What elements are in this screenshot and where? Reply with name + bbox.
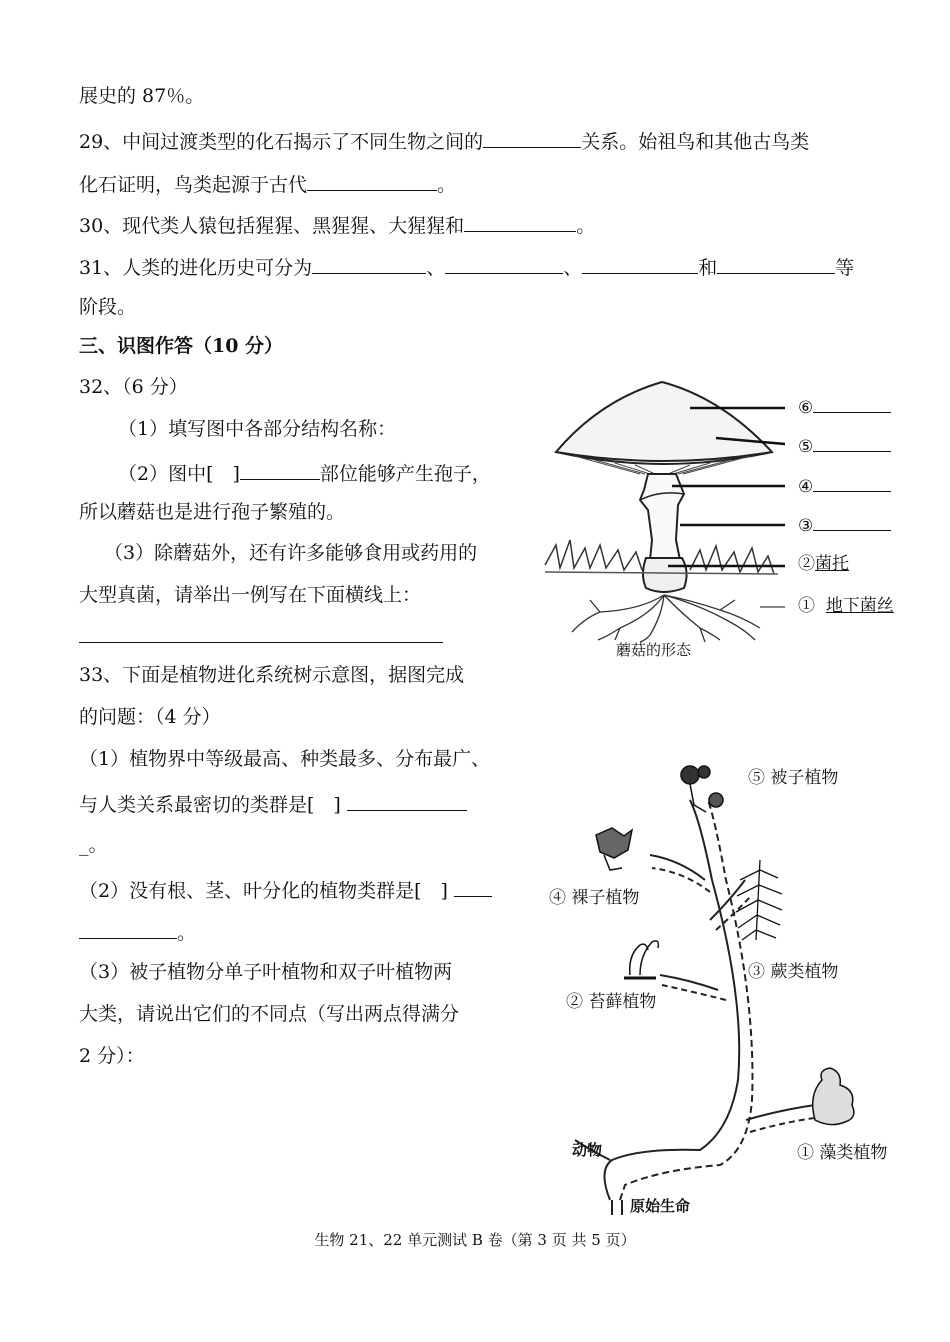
question-33-part1-end: _。 [79, 834, 108, 856]
tree-label-angiosperm: ⑤ 被子植物 [748, 768, 839, 788]
page-footer: 生物 21、22 单元测试 B 卷（第 3 页 共 5 页） [314, 1231, 636, 1249]
question-33-part1: （1）植物界中等级最高、种类最多、分布最广、 [79, 748, 491, 770]
question-33-part2: （2）没有根、茎、叶分化的植物类群是[ ] [79, 876, 492, 903]
tree-label-gymnosperm: ④ 裸子植物 [549, 888, 640, 908]
underground-hyphae [572, 595, 760, 642]
question-32-title: 32、（6 分） [79, 376, 188, 398]
question-32-part3-cont: 大型真菌，请举出一例写在下面横线上： [79, 584, 422, 606]
mushroom-label-5: ⑤ [798, 435, 891, 457]
question-33-line1: 33、下面是植物进化系统树示意图，据图完成 [79, 664, 465, 686]
text-line: 展史的 87％。 [79, 85, 205, 107]
tree-label-animals: 动物 [572, 1141, 603, 1159]
question-32-part2: （2）图中[ ] 部位能够产生孢子， [118, 459, 491, 486]
answer-blank[interactable] [813, 396, 891, 413]
section-3-heading: 三、识图作答（10 分） [79, 335, 284, 357]
answer-blank[interactable] [813, 514, 891, 531]
tree-label-moss: ② 苔藓植物 [566, 992, 657, 1012]
answer-blank[interactable] [813, 435, 891, 452]
mushroom-label-6: ⑥ [798, 396, 891, 418]
mushroom-caption: 蘑菇的形态 [616, 641, 692, 659]
question-33-part3-end: 2 分）： [79, 1045, 145, 1067]
answer-blank[interactable] [813, 475, 891, 492]
gymnosperm-icon [596, 828, 632, 870]
question-32-part3: （3）除蘑菇外，还有许多能够食用或药用的 [104, 542, 478, 564]
mushroom-label-4: ④ [798, 475, 891, 497]
tree-label-algae: ① 藻类植物 [797, 1143, 888, 1163]
mushroom-cap [556, 382, 772, 474]
mushroom-label-3: ③ [798, 514, 891, 536]
question-29-line2: 化石证明，鸟类起源于古代 。 [79, 170, 456, 197]
angiosperm-flower-icon [681, 766, 723, 812]
question-32-part1: （1）填写图中各部分结构名称： [118, 418, 397, 440]
tree-label-fern: ③ 蕨类植物 [748, 962, 839, 982]
question-32-part2-cont: 所以蘑菇也是进行孢子繁殖的。 [79, 501, 346, 523]
question-33-line2: 的问题：（4 分） [79, 706, 221, 728]
moss-icon [624, 941, 658, 978]
mushroom-label-1: ① 地下菌丝 [798, 596, 894, 616]
question-33-part3-cont: 大类，请说出它们的不同点（写出两点得满分 [79, 1003, 460, 1025]
question-33-part2-cont: 。 [79, 918, 196, 945]
fern-icon [736, 860, 782, 940]
question-31-line2: 阶段。 [79, 296, 137, 318]
algae-icon [813, 1068, 854, 1125]
mushroom-label-2: ②菌托 [798, 554, 849, 574]
question-33-part1-cont: 与人类关系最密切的类群是[ ] [79, 790, 467, 817]
question-33-part3: （3）被子植物分单子叶植物和双子叶植物两 [79, 961, 453, 983]
mushroom-volva [643, 558, 687, 592]
question-31-line1: 31、人类的进化历史可分为 、 、 和 等 [79, 253, 854, 280]
question-29-line1: 29、中间过渡类型的化石揭示了不同生物之间的 关系。始祖鸟和其他古鸟类 [79, 127, 809, 154]
question-30: 30、现代类人猿包括猩猩、黑猩猩、大猩猩和 。 [79, 211, 595, 238]
tree-label-origin: 原始生命 [630, 1197, 691, 1215]
